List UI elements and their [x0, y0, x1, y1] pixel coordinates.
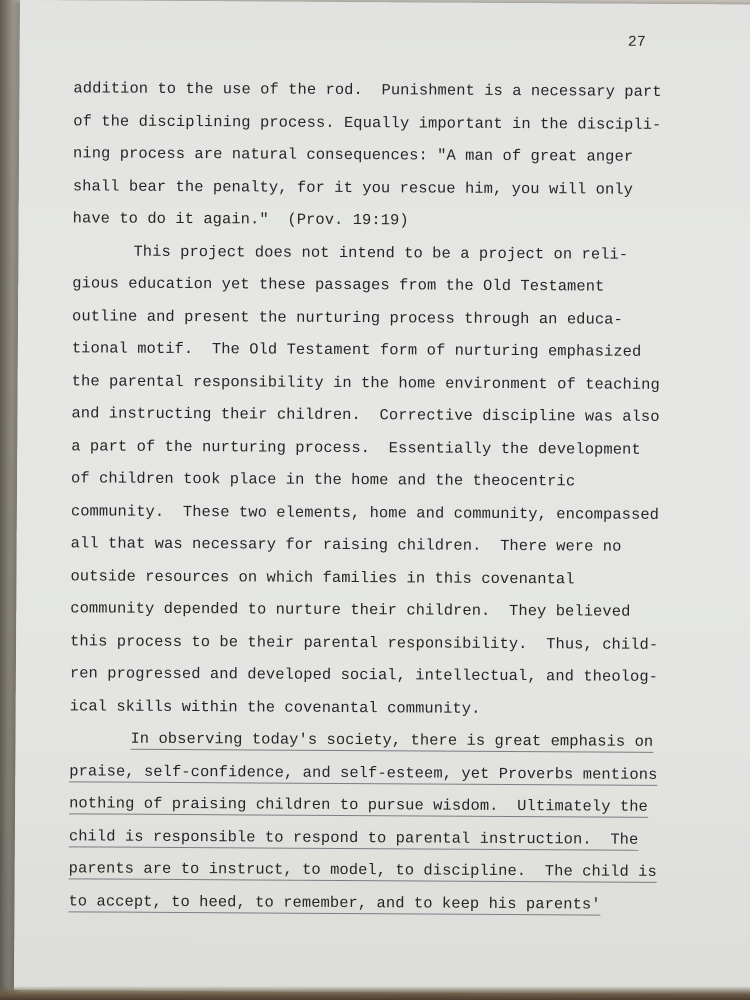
text-line [70, 690, 730, 727]
text-line-content: all that was necessary for raising children. There were no [70, 534, 622, 556]
text-line [69, 820, 729, 857]
body-text [68, 72, 733, 921]
text-line [68, 885, 728, 922]
text-line [73, 105, 733, 142]
text-line-content: child is responsible to respond to parental instruction. The [68, 826, 639, 849]
text-line-content: ical skills within the covenantal community. [69, 696, 481, 718]
text-line [72, 235, 732, 272]
page-number: 27 [627, 33, 646, 51]
text-line [69, 722, 729, 759]
text-line [71, 430, 731, 467]
text-line [69, 852, 729, 889]
text-line [71, 397, 731, 434]
text-line-content: this process to be their parental responsibility. Thus, child- [70, 631, 659, 654]
text-line-content: community. These two elements, home and community, encompassed [70, 501, 660, 524]
text-line [70, 657, 730, 694]
text-line-content: addition to the use of the rod. Punishment is a necessary part [73, 79, 662, 101]
text-line [71, 527, 731, 564]
text-line-content: outside resources on which families in this covenantal [70, 566, 575, 588]
text-line-content: a part of the nurturing process. Essentially the development [71, 436, 641, 459]
text-line-content: parents are to instruct, to model, to discipline. The child is [68, 859, 657, 881]
text-line-content: This project does not intend to be a project on reli- [133, 242, 629, 264]
text-line [72, 365, 732, 402]
text-line [71, 495, 731, 532]
text-line-content: nothing of praising children to pursue wisdom. Ultimately the [69, 794, 648, 816]
text-line [72, 332, 732, 369]
text-line [69, 787, 729, 824]
text-line-content: to accept, to heed, to remember, and to keep his parents' [68, 891, 601, 914]
text-line-content: praise, self-confidence, and self-esteem, yet Proverbs mentions [69, 761, 658, 784]
text-line [73, 72, 733, 109]
text-line [73, 170, 733, 207]
text-line [70, 592, 730, 629]
text-line-content: community depended to nurture their children. They believed [70, 599, 631, 621]
text-line [70, 560, 730, 597]
text-line [73, 202, 733, 239]
text-line-content: the parental responsibility in the home environment of teaching [71, 371, 660, 394]
document-page [14, 0, 750, 995]
text-line-content: ren progressed and developed social, intellectual, and theolog- [69, 664, 659, 686]
text-line-content: and instructing their children. Corrective discipline was also [71, 404, 660, 426]
text-line [72, 267, 732, 304]
text-line-content: of the disciplining process. Equally important in the discipli- [73, 111, 662, 134]
text-line-content: outline and present the nurturing process through an educa- [72, 306, 623, 329]
text-line-content: In observing today's society, there is great emphasis on [130, 729, 654, 751]
text-line-content: gious education yet these passages from the Old Testament [72, 274, 605, 296]
text-line-content: of children took place in the home and the theocentric [71, 469, 576, 491]
text-line [69, 755, 729, 792]
text-line-content: have to do it again." (Prov. 19:19) [72, 209, 409, 230]
text-line [70, 625, 730, 662]
desk-edge [0, 986, 750, 1000]
text-line-content: ning process are natural consequences: "A man of great anger [73, 144, 634, 166]
text-line [73, 137, 733, 174]
text-line-content: shall bear the penalty, for it you rescue him, you will only [72, 176, 634, 199]
text-line [71, 462, 731, 499]
text-line-content: tional motif. The Old Testament form of nurturing emphasized [71, 339, 642, 361]
text-line [72, 300, 732, 337]
